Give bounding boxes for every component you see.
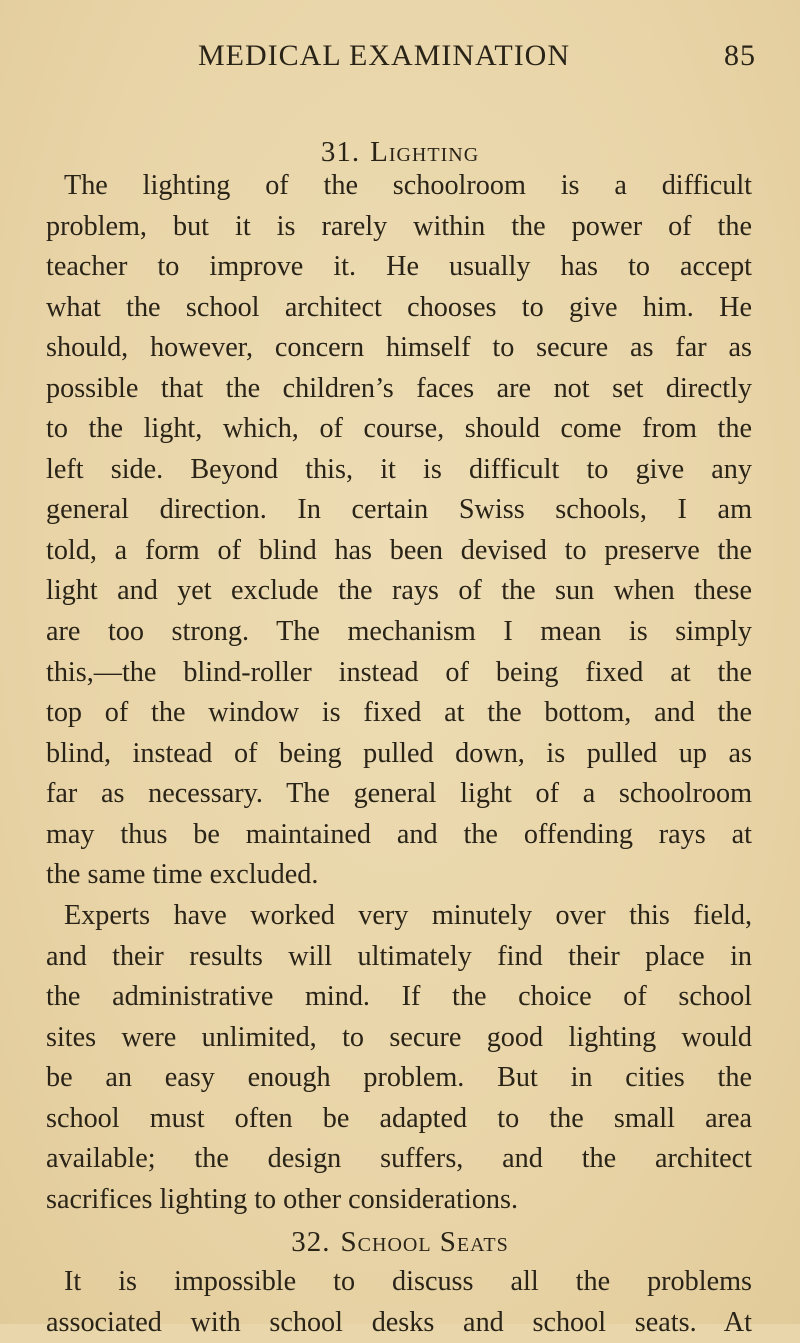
text-line: the same time excluded.: [46, 859, 319, 891]
text-line: teacher to improve it. He usually has to accept: [46, 251, 752, 283]
text-line: top of the window is fixed at the bottom, and the: [46, 697, 752, 729]
running-title: MEDICAL EXAMINATION: [198, 39, 571, 72]
text-line: what the school architect chooses to give him. He: [46, 291, 752, 323]
text-line: blind, instead of being pulled down, is pulled up as: [46, 737, 752, 769]
text-line: school must often be adapted to the small area: [46, 1102, 752, 1134]
text-line: sites were unlimited, to secure good lighting would: [46, 1021, 752, 1053]
running-head: [198, 36, 756, 76]
section-title: Lighting: [370, 136, 480, 168]
text-line: The lighting of the schoolroom is a difficult: [64, 170, 752, 201]
text-line: this,—the blind-roller instead of being fixed at the: [46, 656, 752, 688]
text-line: sacrifices lighting to other considerations.: [46, 1183, 519, 1215]
paragraph: [46, 1262, 752, 1343]
text-line: Experts have worked very minutely over this field,: [64, 900, 752, 931]
text-line: are too strong. The mechanism I mean is simply: [46, 616, 752, 648]
text-line: It is impossible to discuss all the problems: [64, 1266, 752, 1297]
page-number: 85: [724, 39, 756, 72]
section-heading-school-seats: [0, 1222, 800, 1262]
text-line: problem, but it is rarely within the power of the: [46, 210, 752, 242]
text-line: light and yet exclude the rays of the sun when these: [46, 575, 752, 607]
text-line: available; the design suffers, and the architect: [46, 1143, 752, 1175]
text-line: left side. Beyond this, it is difficult to give any: [46, 453, 752, 485]
text-line: and their results will ultimately find their place in: [46, 940, 752, 972]
text-line: general direction. In certain Swiss schools, I am: [46, 494, 752, 526]
text-line: be an easy enough problem. But in cities the: [46, 1062, 752, 1094]
text-line: told, a form of blind has been devised to preserve the: [46, 534, 752, 566]
text-line: to the light, which, of course, should come from the: [46, 413, 752, 445]
text-line: far as necessary. The general light of a schoolroom: [46, 778, 752, 810]
paragraph: [46, 166, 752, 896]
text-line: should, however, concern himself to secure as far as: [46, 332, 752, 364]
section-number: 31.: [320, 136, 361, 168]
text-line: the administrative mind. If the choice of school: [46, 981, 752, 1013]
text-line: may thus be maintained and the offending rays at: [46, 818, 752, 850]
text-line: possible that the children’s faces are not set directly: [46, 372, 752, 404]
text-line: associated with school desks and school seats. At: [46, 1306, 752, 1338]
section-title: School Seats: [340, 1226, 509, 1258]
section-number: 32.: [291, 1226, 331, 1258]
paragraph: [46, 896, 752, 1220]
